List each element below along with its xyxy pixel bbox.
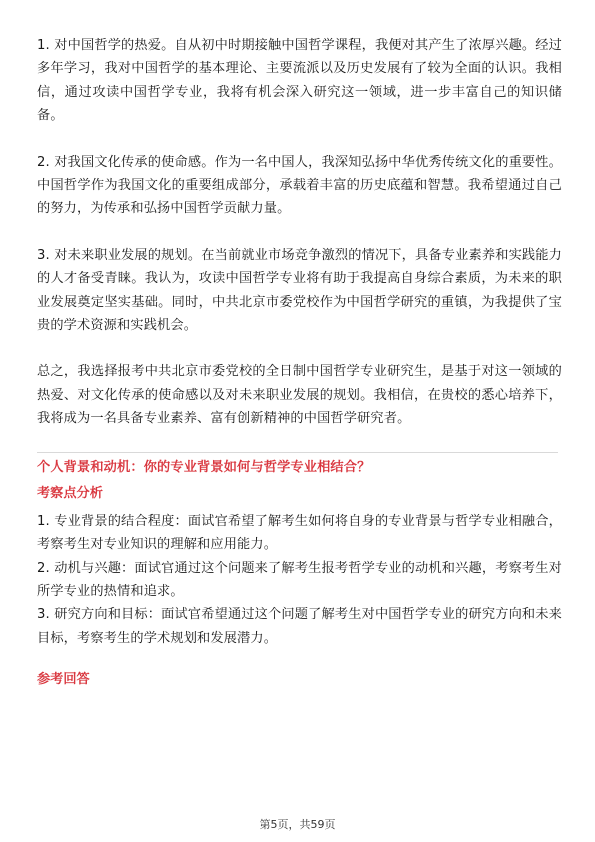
interview-question: 个人背景和动机：你的专业背景如何与哲学专业相结合？ bbox=[37, 459, 371, 475]
section-divider bbox=[37, 452, 558, 453]
paragraph-cultural-mission: 2. 对我国文化传承的使命感。作为一名中国人，我深知弘扬中华优秀传统文化的重要性。中国哲学作为我国文化的重要组成部分，承载着丰富的历史底蕴和智慧。我希望通过自己的努力，为传承和弘扬中国哲学贡献力量。 bbox=[37, 154, 562, 217]
paragraph-career-plan: 3. 对未来职业发展的规划。在当前就业市场竞争激烈的情况下，具备专业素养和实践能力的人才备受青睐。我认为，攻读中国哲学专业将有助于我提高自身综合素质，为未来的职业发展奠定坚实基础。同时，中共北京市委党校作为中国哲学研究的重镇，为我提供了宝贵的学术资源和实践机会。 bbox=[37, 247, 562, 334]
analysis-item-background: 1. 专业背景的结合程度：面试官希望了解考生如何将自身的专业背景与哲学专业相融合，考察考生对专业知识的理解和应用能力。 bbox=[37, 513, 562, 553]
page-number: 第5页，共59页 bbox=[259, 818, 336, 831]
document-body bbox=[37, 34, 562, 690]
paragraph-love-of-philosophy: 1. 对中国哲学的热爱。自从初中时期接触中国哲学课程，我便对其产生了浓厚兴趣。经过多年学习，我对中国哲学的基本理论、主要流派以及历史发展有了较为全面的认识。我相信，通过攻读中国哲学专业，我将有机会深入研究这一领域，进一步丰富自己的知识储备。 bbox=[37, 38, 562, 124]
reference-answer-title: 参考回答 bbox=[37, 672, 90, 688]
paragraph-summary: 总之，我选择报考中共北京市委党校的全日制中国哲学专业研究生，是基于对这一领域的热爱、对文化传承的使命感以及对未来职业发展的规划。我相信，在贵校的悉心培养下，我将成为一名具备专业素养、富有创新精神的中国哲学研究者。 bbox=[37, 364, 562, 427]
analysis-item-research-direction: 3. 研究方向和目标：面试官希望通过这个问题了解考生对中国哲学专业的研究方向和未来目标，考察考生的学术规划和发展潜力。 bbox=[37, 607, 562, 646]
analysis-item-motivation: 2. 动机与兴趣：面试官通过这个问题来了解考生报考哲学专业的动机和兴趣，考察考生对所学专业的热情和追求。 bbox=[37, 560, 562, 599]
analysis-title: 考察点分析 bbox=[37, 485, 103, 501]
